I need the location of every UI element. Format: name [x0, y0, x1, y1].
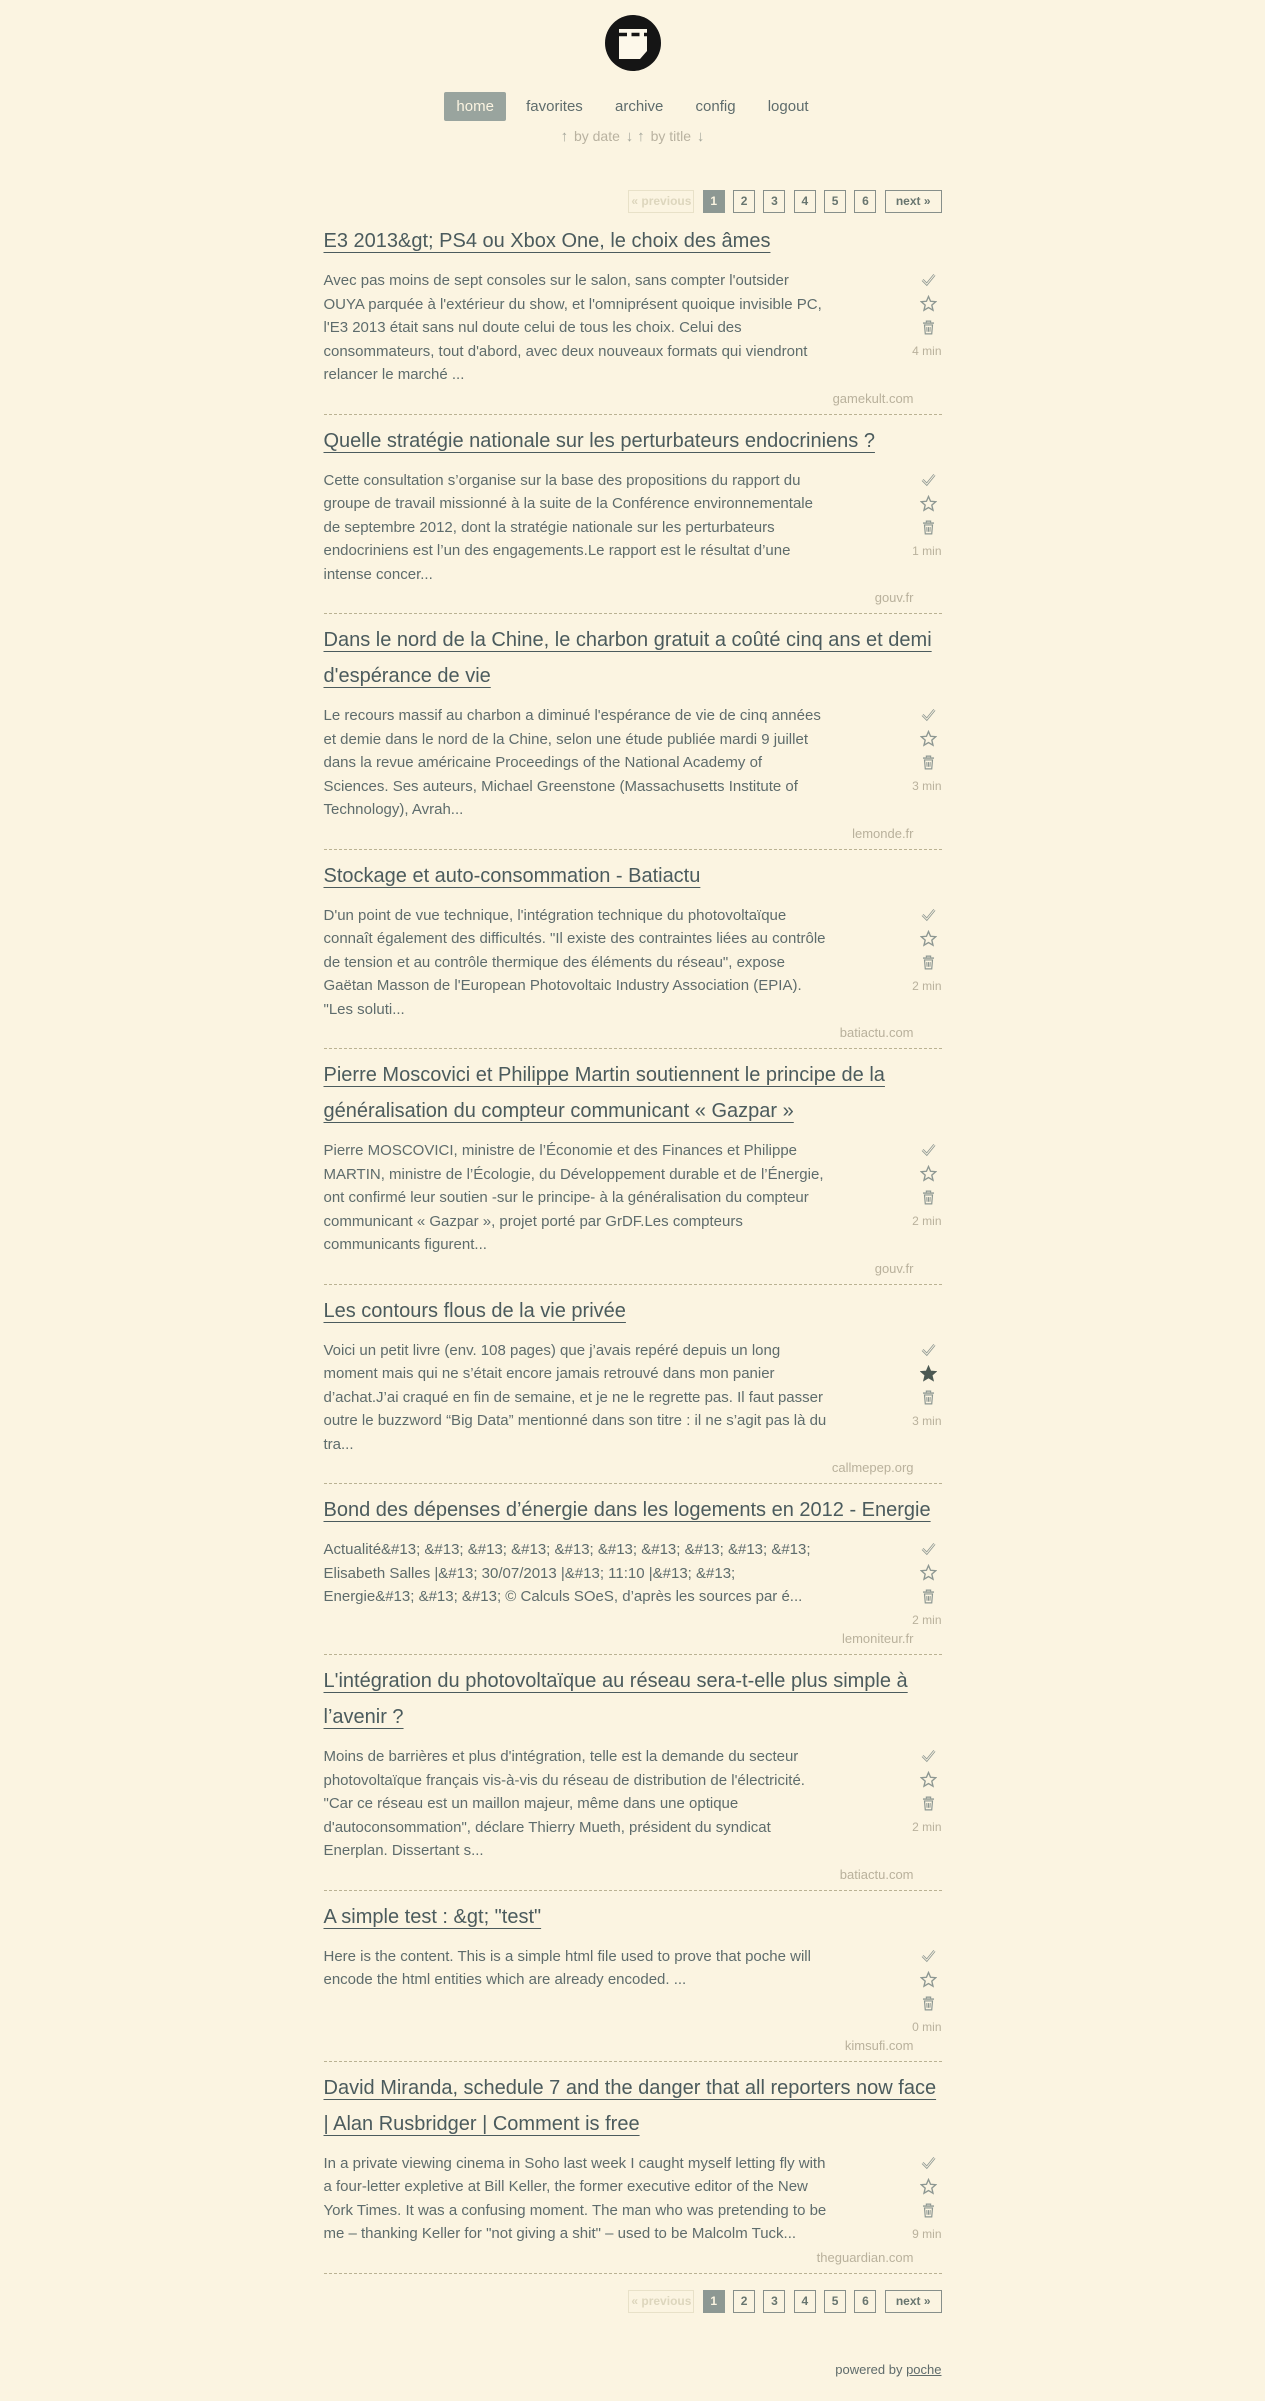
article-entry [324, 1285, 942, 1485]
reading-time: 2 min [912, 1820, 942, 1834]
sort-title-asc-icon[interactable]: ↑ [637, 128, 645, 145]
reading-time: 2 min [912, 1613, 942, 1627]
article-excerpt: D'un point de vue technique, l'intégration technique du photovoltaïque connaît également des difficultés. "Il existe des contraintes liées au contrôle de tension et au contrôle thermique des éléments du réseau", expose Gaëtan Masson de l'European Photovoltaic Industry Association (EPIA). "Les soluti... [323, 906, 826, 1018]
article-tools [896, 2152, 942, 2246]
reading-time: 3 min [912, 1413, 942, 1428]
footer [324, 2362, 942, 2377]
source-domain-link[interactable]: callmepep.org [831, 1460, 914, 1475]
article-title-link[interactable]: David Miranda, schedule 7 and the danger that all reporters now face | Alan Rusbridger | Comment is free [323, 2076, 937, 2135]
pagination-next[interactable]: next » [885, 2290, 942, 2313]
reading-time: 1 min [912, 543, 942, 558]
favorite-star-icon[interactable] [920, 930, 937, 947]
pagination-previous: « previous [628, 2290, 694, 2313]
pagination-page-6[interactable]: 6 [854, 2290, 876, 2313]
pagination-page-1[interactable]: 1 [703, 190, 725, 213]
favorite-star-icon[interactable] [920, 495, 937, 512]
reading-time: 3 min [912, 779, 942, 793]
article-entry [324, 1484, 942, 1655]
source-domain-link[interactable]: gouv.fr [874, 1260, 914, 1276]
pagination-top [324, 190, 942, 213]
delete-trash-icon[interactable] [920, 754, 937, 771]
sort-date-desc-icon[interactable]: ↓ [625, 128, 634, 145]
delete-trash-icon[interactable] [920, 1189, 937, 1206]
pagination-page-3[interactable]: 3 [763, 190, 785, 213]
mark-as-read-icon[interactable] [920, 2154, 937, 2171]
pagination-next[interactable]: next » [885, 190, 942, 213]
article-excerpt: Cette consultation s’organise sur la base des propositions du rapport du groupe de travail missionné à la suite de la Conférence environnementale de septembre 2012, dont la stratégie nationale sur les perturbateurs endocriniens est l’un des engagements.Le rapport est le résultat d’une intense concer... [323, 471, 813, 583]
article-title-link[interactable]: Stockage et auto-consommation - Batiactu [323, 864, 701, 887]
source-domain-link[interactable]: gamekult.com [832, 390, 914, 406]
article-title-link[interactable]: Les contours flous de la vie privée [323, 1299, 626, 1322]
powered-by-label: powered by [835, 2361, 903, 2377]
main-menu [324, 92, 942, 121]
article-tools [896, 904, 942, 1022]
favorite-star-icon[interactable] [920, 295, 937, 312]
pagination-page-3[interactable]: 3 [763, 2290, 785, 2313]
source-domain-link[interactable]: theguardian.com [816, 2249, 914, 2265]
article-excerpt: Avec pas moins de sept consoles sur le salon, sans compter l'outsider OUYA parquée à l'extérieur du show, et l'omniprésent quoique invisible PC, l'E3 2013 était sans nul doute celui de tous les choix. Celui des consommateurs, tout d'abord, avec deux nouveaux formats qui viendront relancer le marché ... [323, 272, 822, 383]
article-tools [896, 1945, 942, 2034]
delete-trash-icon[interactable] [920, 1795, 937, 1812]
mark-as-read-icon[interactable] [920, 1947, 937, 1964]
article-title-link[interactable]: L'intégration du photovoltaïque au réseau sera-t-elle plus simple à l’avenir ? [323, 1670, 908, 1728]
article-entry [324, 850, 942, 1050]
favorite-star-icon[interactable] [920, 1365, 937, 1382]
article-title-link[interactable]: Dans le nord de la Chine, le charbon gratuit a coûté cinq ans et demi d'espérance de vie [323, 629, 932, 687]
article-tools [896, 269, 942, 387]
mark-as-read-icon[interactable] [920, 1141, 937, 1158]
delete-trash-icon[interactable] [920, 319, 937, 336]
article-entry [324, 614, 942, 850]
reading-time: 4 min [912, 344, 942, 358]
source-domain-link[interactable]: kimsufi.com [844, 2037, 914, 2053]
source-domain-link[interactable]: batiactu.com [839, 1025, 914, 1040]
sort-by-title-label: by title [650, 128, 692, 144]
delete-trash-icon[interactable] [920, 1995, 937, 2012]
mark-as-read-icon[interactable] [920, 706, 937, 723]
sort-by-date-label: by date [573, 128, 620, 144]
favorite-star-icon[interactable] [920, 1771, 937, 1788]
favorite-star-icon[interactable] [920, 2178, 937, 2195]
sort-title-desc-icon[interactable]: ↓ [696, 128, 705, 145]
favorite-star-icon[interactable] [920, 1165, 937, 1182]
delete-trash-icon[interactable] [920, 1389, 937, 1406]
mark-as-read-icon[interactable] [920, 1747, 937, 1764]
favorite-star-icon[interactable] [920, 1564, 937, 1581]
sort-date-asc-icon[interactable]: ↑ [560, 128, 569, 145]
mark-as-read-icon[interactable] [920, 271, 937, 288]
article-tools [896, 1339, 942, 1457]
source-domain-link[interactable]: lemoniteur.fr [841, 1631, 914, 1646]
article-entry [324, 415, 942, 615]
delete-trash-icon[interactable] [920, 519, 937, 536]
article-entry [324, 1655, 942, 1891]
favorite-star-icon[interactable] [920, 1971, 937, 1988]
nav-item-archive[interactable]: archive [614, 98, 664, 115]
pagination-page-5[interactable]: 5 [824, 2290, 846, 2313]
pagination-page-4[interactable]: 4 [794, 2290, 816, 2313]
article-entry [324, 215, 942, 415]
article-tools [896, 1745, 942, 1863]
delete-trash-icon[interactable] [920, 954, 937, 971]
nav-item-logout[interactable]: logout [767, 98, 809, 115]
nav-item-home[interactable]: home [444, 92, 506, 121]
poche-brand-link[interactable]: poche [906, 2361, 942, 2377]
pagination-page-5[interactable]: 5 [824, 190, 846, 213]
reading-time: 2 min [912, 978, 942, 993]
article-entry [324, 1891, 942, 2062]
article-title-link[interactable]: Bond des dépenses d’énergie dans les logements en 2012 - Energie [323, 1499, 931, 1521]
article-excerpt: Here is the content. This is a simple html file used to prove that poche will encode the html entities which are already encoded. ... [323, 1947, 811, 1988]
pagination-previous: « previous [628, 190, 694, 213]
reading-time: 0 min [912, 2019, 942, 2034]
pagination-bottom [324, 2290, 942, 2313]
source-domain-link[interactable]: batiactu.com [839, 1866, 914, 1882]
article-excerpt: Voici un petit livre (env. 108 pages) que j’avais repéré depuis un long moment mais qui ne s’était encore jamais retrouvé dans mon panier d’achat.J’ai craqué en fin de semaine, et je ne le regrette pas. Il faut passer outre le buzzword “Big Data” mentionné dans son titre : il ne s’agit pas là du tra... [323, 1341, 827, 1453]
reading-time: 2 min [912, 1214, 942, 1228]
mark-as-read-icon[interactable] [920, 471, 937, 488]
article-excerpt: Le recours massif au charbon a diminué l'espérance de vie de cinq années et demie dans le nord de la Chine, selon une étude publiée mardi 9 juillet dans la revue américaine Proceedings of the National Academy of Sciences. Ses auteurs, Michael Greenstone (Massachusetts Institute of Technology), Avrah... [323, 707, 821, 818]
mark-as-read-icon[interactable] [920, 906, 937, 923]
article-title-link[interactable]: Pierre Moscovici et Philippe Martin soutiennent le principe de la généralisation du compteur communicant « Gazpar » [323, 1064, 885, 1122]
article-title-link[interactable]: Quelle stratégie nationale sur les perturbateurs endocriniens ? [323, 429, 875, 452]
poche-logo-icon[interactable] [604, 14, 662, 77]
source-domain-link[interactable]: lemonde.fr [852, 825, 914, 841]
pagination-page-1[interactable]: 1 [703, 2290, 725, 2313]
article-excerpt: Moins de barrières et plus d'intégration, telle est la demande du secteur photovoltaïque français vis-à-vis du réseau de distribution de l'électricité. "Car ce réseau est un maillon majeur, même dans une optique d'autoconsommation", déclare Thierry Mueth, président du syndicat Enerplan. Dissertant s... [323, 1748, 805, 1859]
pagination-page-4[interactable]: 4 [794, 190, 816, 213]
sort-bar [324, 128, 942, 145]
article-tools [896, 1139, 942, 1257]
favorite-star-icon[interactable] [920, 730, 937, 747]
nav-item-favorites[interactable]: favorites [526, 98, 583, 115]
article-tools [896, 1538, 942, 1627]
pagination-page-6[interactable]: 6 [854, 190, 876, 213]
article-tools [896, 704, 942, 822]
article-tools [896, 469, 942, 587]
article-excerpt: In a private viewing cinema in Soho last week I caught myself letting fly with a four-letter expletive at Bill Keller, the former executive editor of the New York Times. It was a confusing moment. The man who was pretending to be me – thanking Keller for "not giving a shit" – used to be Malcolm Tuck... [323, 2154, 827, 2242]
article-list [324, 215, 942, 2274]
article-entry [324, 1049, 942, 1285]
nav-item-config[interactable]: config [695, 98, 736, 115]
reading-time: 9 min [912, 2226, 942, 2241]
article-excerpt: Actualité&#13; &#13; &#13; &#13; &#13; &#13; &#13; &#13; &#13; &#13; Elisabeth Salles |&#13; 30/07/2013 |&#13; 11:10 |&#13; &#13; Energie&#13; &#13; &#13; © Calculs SOeS, d’après les sources par é... [323, 1541, 811, 1605]
pagination-page-2[interactable]: 2 [733, 2290, 755, 2313]
delete-trash-icon[interactable] [920, 1588, 937, 1605]
source-domain-link[interactable]: gouv.fr [874, 590, 914, 605]
delete-trash-icon[interactable] [920, 2202, 937, 2219]
article-entry [324, 2062, 942, 2274]
mark-as-read-icon[interactable] [920, 1540, 937, 1557]
mark-as-read-icon[interactable] [920, 1341, 937, 1358]
article-excerpt: Pierre MOSCOVICI, ministre de l’Économie et des Finances et Philippe MARTIN, ministre de l’Écologie, du Développement durable et de l’Énergie, ont confirmé leur soutien -sur le principe- à la généralisation du compteur communicant « Gazpar », projet porté par GrDF.Les compteurs communicants figurent... [323, 1142, 824, 1253]
article-title-link[interactable]: E3 2013&gt; PS4 ou Xbox One, le choix des âmes [323, 230, 771, 252]
pagination-page-2[interactable]: 2 [733, 190, 755, 213]
article-title-link[interactable]: A simple test : &gt; "test" [323, 1905, 542, 1928]
